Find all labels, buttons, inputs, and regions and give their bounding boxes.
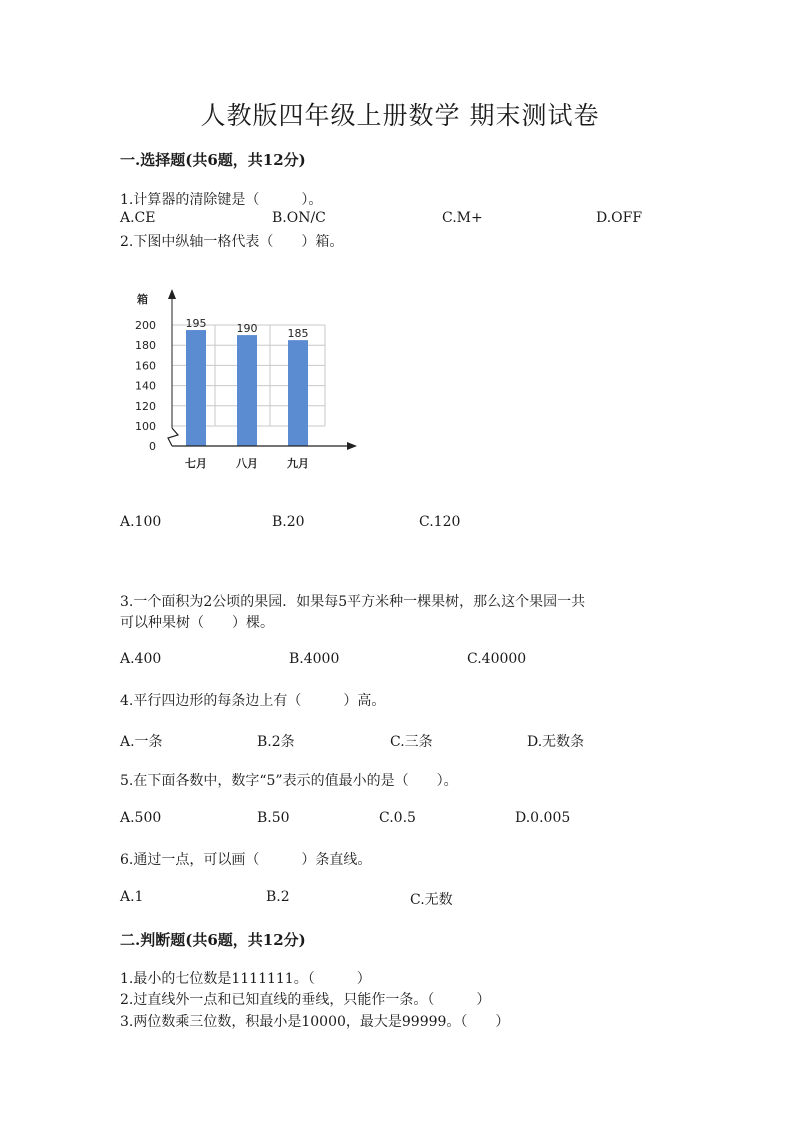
bar-chart [125,285,370,480]
chart-bar [288,340,308,446]
question-1: 1.计算器的清除键是（ ）。 [120,192,323,208]
q1-option-b: B.ON/C [272,210,326,226]
chart-y-label: 箱 [137,293,148,306]
q6-option-a: A.1 [120,889,144,905]
chart-x-tick-label: 八月 [236,457,258,470]
q2-option-c: C.120 [419,514,461,530]
chart-x-arrow [347,442,357,450]
section-heading-choice: 一.选择题(共6题，共12分) [120,151,306,169]
question-3: 3.一个面积为2公顷的果园．如果每5平方米种一棵果树，那么这个果园一共 [120,594,586,610]
question-5: 5.在下面各数中，数字“5”表示的值最小的是（ ）。 [120,773,458,789]
page-title: 人教版四年级上册数学 期末测试卷 [200,101,600,130]
question-2: 2.下图中纵轴一格代表（ ）箱。 [120,234,344,250]
chart-y-tick-label: 0 [149,440,156,453]
chart-axis-break [168,428,178,446]
chart-y-tick-label: 160 [135,359,156,373]
chart-y-tick-label: 200 [135,319,156,332]
q4-option-c: C.三条 [390,734,433,750]
judgement-3: 3.两位数乘三位数，积最小是10000，最大是99999。（ ） [120,1014,510,1030]
chart-y-tick-label: 140 [135,379,156,393]
q5-option-c: C.0.5 [379,810,416,826]
q4-option-a: A.一条 [120,734,163,750]
judgement-2: 2.过直线外一点和已知直线的垂线，只能作一条。（ ） [120,992,491,1008]
chart-data-label: 190 [236,322,258,336]
chart-x-tick-label: 九月 [287,457,309,470]
q5-option-d: D.0.005 [515,810,571,826]
judgement-1: 1.最小的七位数是1111111。（ ） [120,971,371,987]
section-heading-judgement: 二.判断题(共6题，共12分) [120,931,306,949]
q4-option-d: D.无数条 [527,734,585,750]
question-3-line2: 可以种果树（ ）棵。 [120,615,274,631]
chart-data-label: 185 [287,327,309,341]
q3-option-b: B.4000 [289,651,340,667]
q6-option-b: B.2 [266,889,290,905]
chart-bars [186,330,308,446]
q1-option-d: D.OFF [596,210,643,226]
chart-x-tick-label: 七月 [185,457,207,470]
question-6: 6.通过一点，可以画（ ）条直线。 [120,852,372,868]
q2-option-b: B.20 [272,514,305,530]
chart-y-arrow [168,289,176,299]
chart-y-tick-label: 120 [135,399,156,413]
q1-option-a: A.CE [120,210,156,226]
chart-y-ticks [135,319,156,453]
q5-option-b: B.50 [257,810,290,826]
question-4: 4.平行四边形的每条边上有（ ）高。 [120,693,386,709]
q3-option-a: A.400 [120,651,162,667]
chart-bar [186,330,206,446]
q5-option-a: A.500 [120,810,162,826]
q2-option-a: A.100 [120,514,162,530]
q6-option-c: C.无数 [410,892,453,908]
q1-option-c: C.M+ [442,210,483,226]
chart-data-label: 195 [185,317,207,331]
chart-y-tick-label: 100 [135,420,156,433]
chart-bar [237,335,257,446]
q4-option-b: B.2条 [257,734,295,750]
q3-option-c: C.40000 [467,651,527,667]
chart-y-tick-label: 180 [135,339,156,353]
chart-x-ticks [185,456,309,470]
